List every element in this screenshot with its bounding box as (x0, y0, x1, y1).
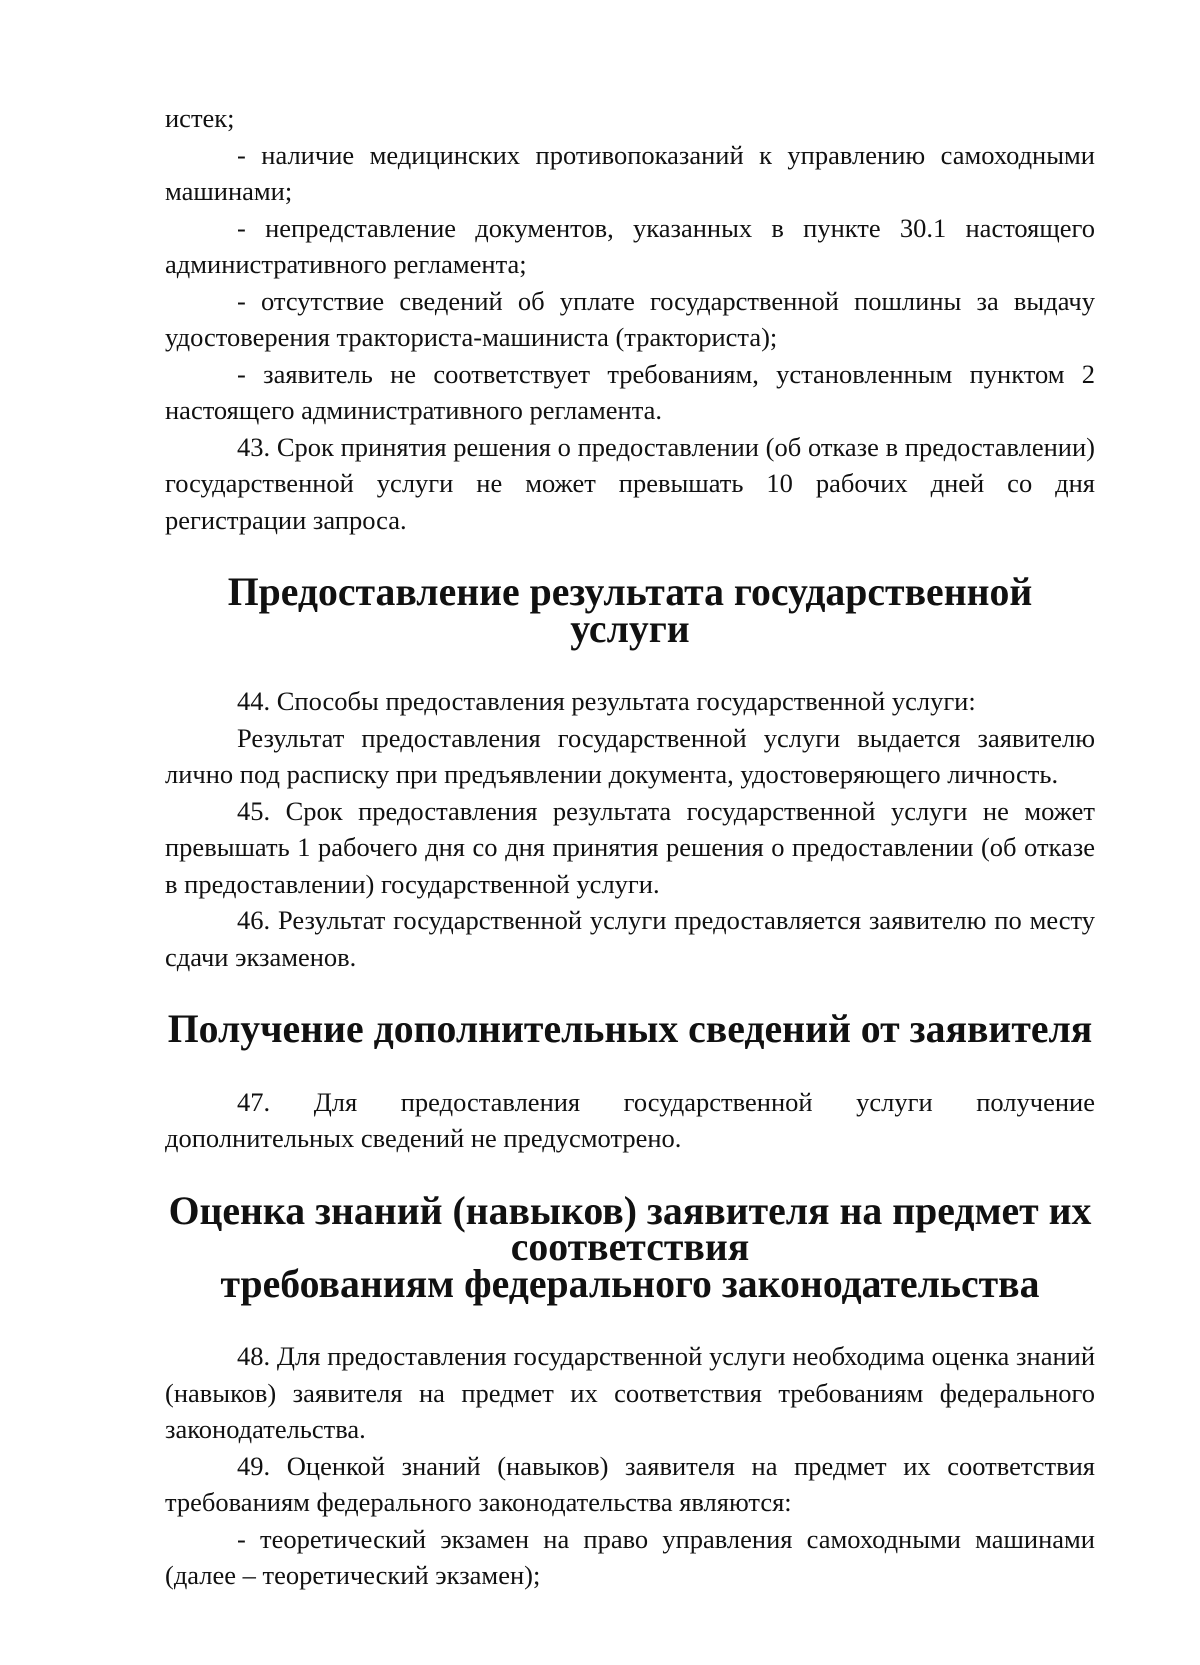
paragraph: - непредставление документов, указанных в пункте 30.1 настоящего административного регламента; (165, 212, 1095, 279)
paragraph: 48. Для предоставления государственной услуги необходима оценка знаний (навыков) заявителя на предмет их соответствия требованиям федерального законодательства. (165, 1341, 1095, 1444)
paragraph: - теоретический экзамен на право управления самоходными машинами (далее – теоретический экзамен); (165, 1523, 1095, 1590)
document-page (165, 100, 1095, 1594)
section-heading-line: Предоставление результата государственной услуги (227, 570, 1033, 651)
section-heading (165, 1007, 1095, 1051)
paragraph: - заявитель не соответствует требованиям, установленным пунктом 2 настоящего административного регламента. (165, 358, 1095, 425)
paragraph: истек; (165, 103, 235, 133)
paragraph: 43. Срок принятия решения о предоставлении (об отказе в предоставлении) государственной услуги не может превышать 10 рабочих дней со дня регистрации запроса. (165, 431, 1095, 535)
paragraph: 45. Срок предоставления результата государственной услуги не может превышать 1 рабочего дня со дня принятия решения о предоставлении (об отказе в предоставлении) государственной услуги. (165, 795, 1095, 899)
paragraph: - наличие медицинских противопоказаний к управлению самоходными машинами; (165, 139, 1095, 206)
section-heading-line: Получение дополнительных сведений от заявителя (167, 1007, 1093, 1051)
paragraph: Результат предоставления государственной услуги выдается заявителю лично под расписку при предъявлении документа, удостоверяющего личность. (165, 722, 1095, 789)
paragraph: 47. Для предоставления государственной услуги получение дополнительных сведений не предусмотрено. (165, 1086, 1095, 1153)
paragraph: - отсутствие сведений об уплате государственной пошлины за выдачу удостоверения тракториста-машиниста (тракториста); (165, 285, 1095, 352)
section-heading (165, 570, 1095, 651)
paragraph: 44. Способы предоставления результата государственной услуги: (237, 686, 976, 716)
paragraph: 49. Оценкой знаний (навыков) заявителя на предмет их соответствия требованиям федерального законодательства являются: (165, 1450, 1095, 1517)
section-heading-line: требованиям федерального законодательства (220, 1261, 1040, 1306)
section-heading-line: Оценка знаний (навыков) заявителя на предмет их соответствия (168, 1188, 1092, 1269)
section-heading (165, 1188, 1095, 1306)
paragraph: 46. Результат государственной услуги предоставляется заявителю по месту сдачи экзаменов. (165, 905, 1095, 972)
